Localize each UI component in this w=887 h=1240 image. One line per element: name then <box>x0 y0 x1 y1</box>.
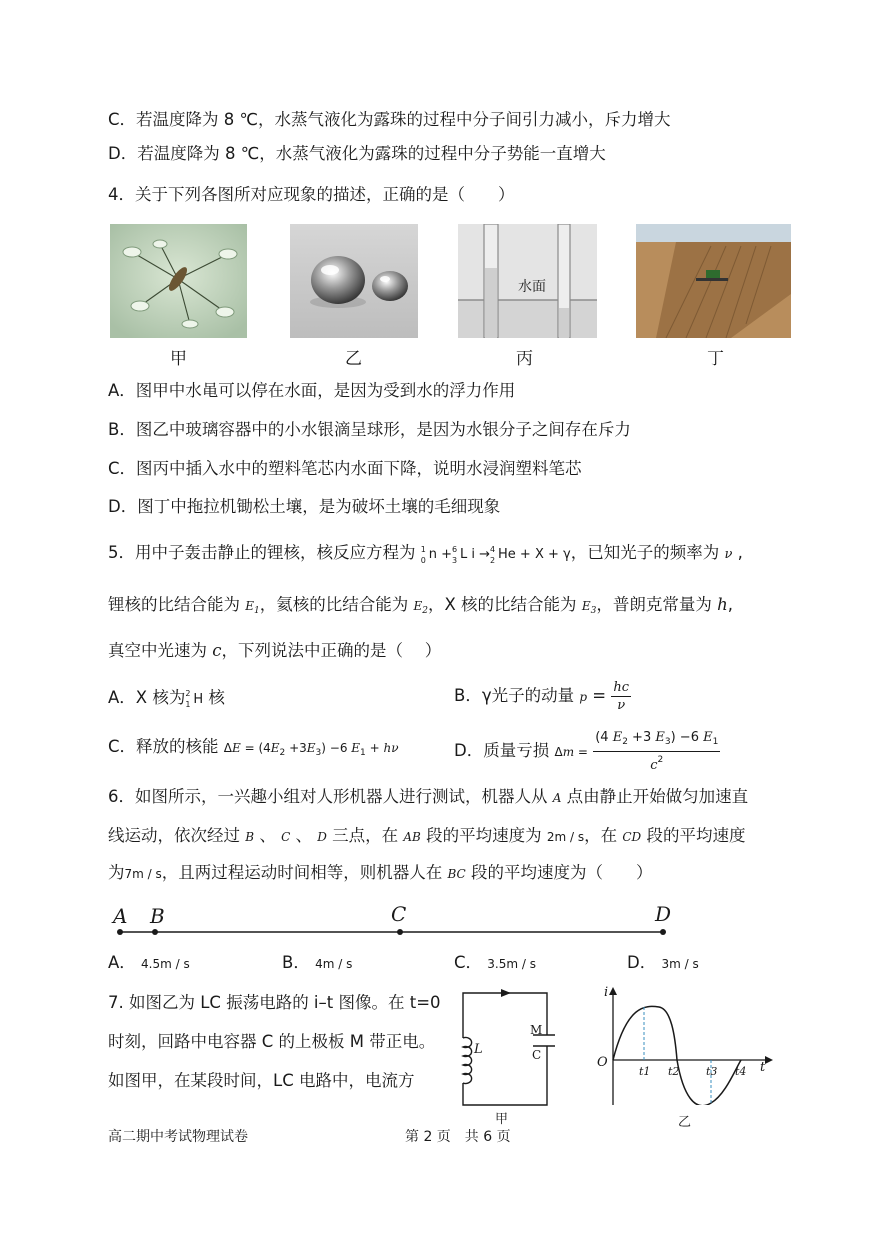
q3-option-d: D．若温度降为 8 ℃，水蒸气液化为露珠的过程中分子势能一直增大 <box>108 144 606 163</box>
tick-t1: t1 <box>639 1065 651 1078</box>
q5-stem-line2: 锂核的比结合能为 $E_1$，氦核的比结合能为 $E_2$，X 核的比结合能为 $E_3$，普朗克常量为 h, <box>108 595 733 616</box>
figure-caption-ding: 丁 <box>707 349 724 369</box>
q5-option-a: A．X 核为 2 1 H 核 <box>108 688 225 709</box>
capacitor-c-label: C <box>532 1048 542 1062</box>
tick-t2: t2 <box>668 1065 680 1078</box>
i-t-graph <box>593 985 783 1130</box>
tractor-field-photo <box>636 224 791 338</box>
q4-option-c: C．图丙中插入水中的塑料笔芯内水面下降，说明水浸润塑料笔芯 <box>108 459 582 478</box>
nuclear-equation: 1 0 n + 6 3 L i → 4 2 He + X + γ <box>420 544 571 565</box>
q6-option-a: A． 4.5m / s <box>108 953 190 972</box>
q4-option-b: B．图乙中玻璃容器中的小水银滴呈球形，是因为水银分子之间存在斥力 <box>108 420 631 439</box>
motion-line-diagram <box>105 902 685 942</box>
pen-refill-water-photo <box>458 224 597 338</box>
figure-caption-bing: 丙 <box>516 349 533 369</box>
q7-stem-line1: 7. 如图乙为 LC 振荡电路的 i–t 图像。在 t=0 <box>108 993 441 1012</box>
tick-t3: t3 <box>706 1065 718 1078</box>
q6-stem-line3: 为7m / s，且两过程运动时间相等，则机器人在 BC 段的平均速度为（ ） <box>108 863 653 882</box>
q5-option-c: C．释放的核能 $\Delta E = (4E_2 +3E_3) -6$ $E_1 + h\nu$ <box>108 737 399 758</box>
point-b-label: B <box>150 904 165 928</box>
q5-option-d: D．质量亏损 Δm = $\frac{(4 E_2 +3 E_3) -6 E_1}{c^2}$ <box>454 730 719 773</box>
footer-exam-title: 高二期中考试物理试卷 <box>108 1129 248 1145</box>
inductor-label: L <box>474 1042 483 1057</box>
q6-option-c: C． 3.5m / s <box>454 953 536 972</box>
q6-stem-line2: 线运动，依次经过 B 、 C 、 D 三点，在 AB 段的平均速度为 2m / s，在 CD 段的平均速度 <box>108 826 746 845</box>
axis-i-label: i <box>604 985 609 1000</box>
water-strider-photo <box>110 224 247 338</box>
figure-caption-jia-circuit: 甲 <box>495 1112 509 1127</box>
q5-option-b: B．γ光子的动量 p = $\frac{hc}{\nu}$ <box>454 680 630 713</box>
point-d-label: D <box>655 902 672 926</box>
figure-caption-yi-graph: 乙 <box>678 1115 692 1130</box>
figure-caption-jia: 甲 <box>170 349 187 369</box>
plate-m-label: M <box>530 1023 543 1037</box>
point-c-label: C <box>391 902 407 926</box>
q5-stem-line3: 真空中光速为 c，下列说法中正确的是（ ） <box>108 641 442 660</box>
figure-caption-yi: 乙 <box>345 349 362 369</box>
q6-option-b: B． 4m / s <box>282 953 353 972</box>
q4-option-d: D．图丁中拖拉机锄松土壤，是为破坏土壤的毛细现象 <box>108 497 501 516</box>
lc-circuit-diagram <box>455 988 555 1127</box>
footer-page-number: 第 2 页 共 6 页 <box>405 1129 511 1145</box>
point-a-label: A <box>113 904 128 928</box>
q5-stem-line1: 5．用中子轰击静止的锂核，核反应方程为 1 0 n + 6 3 L i → 4 2 He + X + γ，已知光子的频率为 ν , <box>108 543 743 565</box>
q4-option-a: A．图甲中水黾可以停在水面，是因为受到水的浮力作用 <box>108 381 516 400</box>
tick-t4: t4 <box>735 1065 747 1078</box>
q3-option-c: C．若温度降为 8 ℃，水蒸气液化为露珠的过程中分子间引力减小，斥力增大 <box>108 110 671 129</box>
mercury-drops-photo <box>290 224 418 338</box>
water-surface-label: 水面 <box>518 279 546 295</box>
q6-option-d: D． 3m / s <box>627 953 699 972</box>
axis-t-label: t <box>760 1060 766 1075</box>
q4-stem: 4．关于下列各图所对应现象的描述，正确的是（ ） <box>108 185 515 204</box>
q7-stem-line3: 如图甲，在某段时间，LC 电路中，电流方 <box>108 1071 415 1090</box>
q7-stem-line2: 时刻，回路中电容器 C 的上极板 M 带正电。 <box>108 1032 436 1051</box>
origin-label: O <box>597 1055 608 1070</box>
q6-stem-line1: 6．如图所示，一兴趣小组对人形机器人进行测试，机器人从 A 点由静止开始做匀加速直 <box>108 787 749 806</box>
